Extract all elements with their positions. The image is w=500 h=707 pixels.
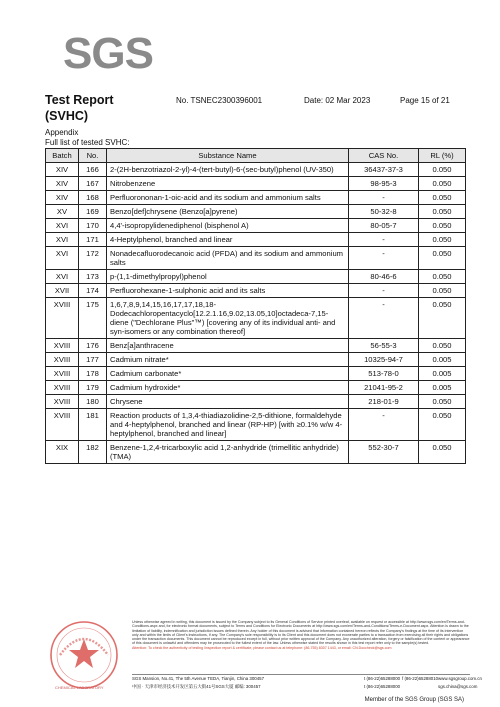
svhc-table: [45, 148, 466, 464]
number-cell: 172: [79, 247, 107, 270]
disclaimer-text: Unless otherwise agreed in writing, this document is issued by the Company subject to its General Conditions of Service printed overleaf, available on request or accessible at http://www.sgs.com/en/Terms-and-Conditions.aspx and, for electronic format documents, subject to Terms and Conditions for Electronic Documents at http://www.sgs.com/en/Terms-and-Conditions/Terms-e-Document.aspx. Attention is drawn to the limitation of liability, indemnification and jurisdiction issues defined therein. Any holder of this document is advised that information contained hereon reflects the Company's findings at the time of its intervention only and within the limits of Client's instructions, if any. The Company's sole responsibility is to its Client and this document does not exonerate parties to a transaction from exercising all their rights and obligations under the transaction documents. This document cannot be reproduced except in full, without prior written approval of the Company. Any unauthorized alteration, forgery or falsification of the content or appearance of this document is unlawful and offenders may be prosecuted to the fullest extent of the law. Unless otherwise stated the results shown in this test report refer only to the sample(s) tested.: [132, 620, 470, 646]
cas-number-cell: 80-46-6: [349, 270, 419, 284]
address-cn: 中国 · 天津市经济技术开发区第五大街41号SGS大厦 邮编: 300457: [132, 684, 261, 689]
table-row: [46, 395, 466, 409]
batch-cell: XV: [46, 205, 79, 219]
reporting-limit-cell: 0.050: [419, 284, 466, 298]
substance-name-cell: 2-(2H-benzotriazol-2-yl)-4-(tert-butyl)-6-(sec-butyl)phenol (UV-350): [107, 163, 349, 177]
number-cell: 179: [79, 381, 107, 395]
cas-number-cell: 80-05-7: [349, 219, 419, 233]
cas-number-cell: 98-95-3: [349, 177, 419, 191]
batch-cell: XVI: [46, 233, 79, 247]
reporting-limit-cell: 0.005: [419, 353, 466, 367]
batch-cell: XVIII: [46, 353, 79, 367]
page-number: Page 15 of 21: [400, 96, 450, 105]
table-row: [46, 339, 466, 353]
table-row: [46, 163, 466, 177]
table-row: [46, 191, 466, 205]
substance-name-cell: 1,6,7,8,9,14,15,16,17,17,18,18-Dodecachloropentacyclo[12.2.1.16,9.02,13.05,10]octadeca-7,15-diene ("Dechlorane Plus"™) [covering any of its individual anti- and syn-isomers or any combination thereof]: [107, 298, 349, 339]
number-cell: 176: [79, 339, 107, 353]
substance-name-cell: Cadmium hydroxide*: [107, 381, 349, 395]
substance-name-cell: Cadmium carbonate*: [107, 367, 349, 381]
table-row: [46, 233, 466, 247]
cas-number-cell: -: [349, 247, 419, 270]
telephone-2: t (86-22)65288000: [364, 684, 401, 689]
website[interactable]: www.sgsgroup.com.cn: [438, 676, 482, 681]
report-title: [45, 92, 114, 124]
reporting-limit-cell: 0.050: [419, 339, 466, 353]
number-cell: 170: [79, 219, 107, 233]
number-cell: 177: [79, 353, 107, 367]
cas-number-cell: -: [349, 191, 419, 205]
report-title-line1: Test Report: [45, 93, 114, 107]
table-row: [46, 441, 466, 464]
number-cell: 168: [79, 191, 107, 205]
number-cell: 169: [79, 205, 107, 219]
batch-cell: XIV: [46, 191, 79, 205]
footer-disclaimer: [132, 620, 470, 650]
report-number: No. TSNEC2300396001: [176, 96, 263, 105]
table-row: [46, 284, 466, 298]
number-cell: 174: [79, 284, 107, 298]
reporting-limit-cell: 0.050: [419, 163, 466, 177]
substance-name-cell: Benzene-1,2,4-tricarboxylic acid 1,2-anhydride (trimellitic anhydride) (TMA): [107, 441, 349, 464]
sgs-group-membership: Member of the SGS Group (SGS SA): [364, 697, 464, 703]
email[interactable]: sgs.china@sgs.com: [438, 684, 478, 689]
batch-cell: XVIII: [46, 395, 79, 409]
number-cell: 167: [79, 177, 107, 191]
column-header: No.: [79, 149, 107, 163]
cas-number-cell: -: [349, 298, 419, 339]
cas-number-cell: 10325-94-7: [349, 353, 419, 367]
column-header: RL (%): [419, 149, 466, 163]
appendix-sublabel: Full list of tested SVHC:: [45, 137, 130, 147]
reporting-limit-cell: 0.050: [419, 177, 466, 191]
table-row: [46, 177, 466, 191]
number-cell: 182: [79, 441, 107, 464]
cas-number-cell: 56-55-3: [349, 339, 419, 353]
batch-cell: XIX: [46, 441, 79, 464]
substance-name-cell: Chrysene: [107, 395, 349, 409]
svg-text:SGS: SGS: [63, 29, 153, 78]
reporting-limit-cell: 0.005: [419, 381, 466, 395]
sgs-logo: [63, 28, 153, 78]
substance-name-cell: Cadmium nitrate*: [107, 353, 349, 367]
batch-cell: XVIII: [46, 409, 79, 441]
cas-number-cell: 50-32-8: [349, 205, 419, 219]
reporting-limit-cell: 0.050: [419, 205, 466, 219]
cas-number-cell: -: [349, 409, 419, 441]
table-row: [46, 367, 466, 381]
reporting-limit-cell: 0.050: [419, 298, 466, 339]
footer-divider: [132, 674, 470, 675]
column-header: Batch: [46, 149, 79, 163]
number-cell: 171: [79, 233, 107, 247]
batch-cell: XVI: [46, 219, 79, 233]
number-cell: 180: [79, 395, 107, 409]
batch-cell: XIV: [46, 177, 79, 191]
table-header-row: [46, 149, 466, 163]
batch-cell: XVII: [46, 284, 79, 298]
number-cell: 173: [79, 270, 107, 284]
table-row: [46, 298, 466, 339]
cas-number-cell: 552-30-7: [349, 441, 419, 464]
reporting-limit-cell: 0.050: [419, 395, 466, 409]
cas-number-cell: 513-78-0: [349, 367, 419, 381]
table-row: [46, 409, 466, 441]
table-row: [46, 247, 466, 270]
substance-name-cell: Perfluorononan-1-oic-acid and its sodium and ammonium salts: [107, 191, 349, 205]
reporting-limit-cell: 0.050: [419, 191, 466, 205]
number-cell: 178: [79, 367, 107, 381]
table-row: [46, 381, 466, 395]
cas-number-cell: 36437-37-3: [349, 163, 419, 177]
cas-number-cell: -: [349, 284, 419, 298]
report-date: Date: 02 Mar 2023: [304, 96, 371, 105]
table-row: [46, 270, 466, 284]
number-cell: 175: [79, 298, 107, 339]
reporting-limit-cell: 0.050: [419, 409, 466, 441]
substance-name-cell: Benzo[def]chrysene (Benzo[a]pyrene): [107, 205, 349, 219]
substance-name-cell: Nonadecafluorodecanoic acid (PFDA) and its sodium and ammonium salts: [107, 247, 349, 270]
fax-1: f (86-22)65288010: [402, 676, 439, 681]
column-header: Substance Name: [107, 149, 349, 163]
cas-number-cell: -: [349, 233, 419, 247]
reporting-limit-cell: 0.005: [419, 367, 466, 381]
substance-name-cell: p-(1,1-dimethylpropyl)phenol: [107, 270, 349, 284]
batch-cell: XVIII: [46, 381, 79, 395]
substance-name-cell: Reaction products of 1,3,4-thiadiazolidine-2,5-dithione, formaldehyde and 4-heptylphenol, branched and linear (RP-HP) [with ≥0.1% w/w 4-heptylphenol, branched and linear]: [107, 409, 349, 441]
reporting-limit-cell: 0.050: [419, 441, 466, 464]
batch-cell: XVIII: [46, 367, 79, 381]
report-title-line2: (SVHC): [45, 109, 89, 123]
batch-cell: XVI: [46, 270, 79, 284]
table-row: [46, 205, 466, 219]
batch-cell: XVIII: [46, 298, 79, 339]
batch-cell: XIV: [46, 163, 79, 177]
table-row: [46, 219, 466, 233]
table-row: [46, 353, 466, 367]
substance-name-cell: Nitrobenzene: [107, 177, 349, 191]
substance-name-cell: 4-Heptylphenol, branched and linear: [107, 233, 349, 247]
authenticity-notice: Attention: To check the authenticity of testing /inspection report & certificate, please contact us at telephone: (86-755) 8307 1443, or email: CN.Doccheck@sgs.com: [132, 645, 392, 650]
telephone-1: t (86-22)65288000: [364, 676, 401, 681]
reporting-limit-cell: 0.050: [419, 219, 466, 233]
column-header: CAS No.: [349, 149, 419, 163]
appendix-label: Appendix: [45, 128, 79, 137]
batch-cell: XVI: [46, 247, 79, 270]
batch-cell: XVIII: [46, 339, 79, 353]
reporting-limit-cell: 0.050: [419, 270, 466, 284]
appendix-heading: [45, 128, 129, 147]
substance-name-cell: Perfluorohexane-1-sulphonic acid and its salts: [107, 284, 349, 298]
number-cell: 166: [79, 163, 107, 177]
address-en: SGS Mansion, No.41, The 5th Avenue TEDA, Tianjin, China 300457: [132, 676, 265, 681]
reporting-limit-cell: 0.050: [419, 247, 466, 270]
reporting-limit-cell: 0.050: [419, 233, 466, 247]
substance-name-cell: Benz[a]anthracene: [107, 339, 349, 353]
substance-name-cell: 4,4'-isopropylidenediphenol (bisphenol A): [107, 219, 349, 233]
cas-number-cell: 218-01-9: [349, 395, 419, 409]
cas-number-cell: 21041-95-2: [349, 381, 419, 395]
number-cell: 181: [79, 409, 107, 441]
seal-caption: CHEMICAL LABORATORY: [55, 685, 104, 690]
